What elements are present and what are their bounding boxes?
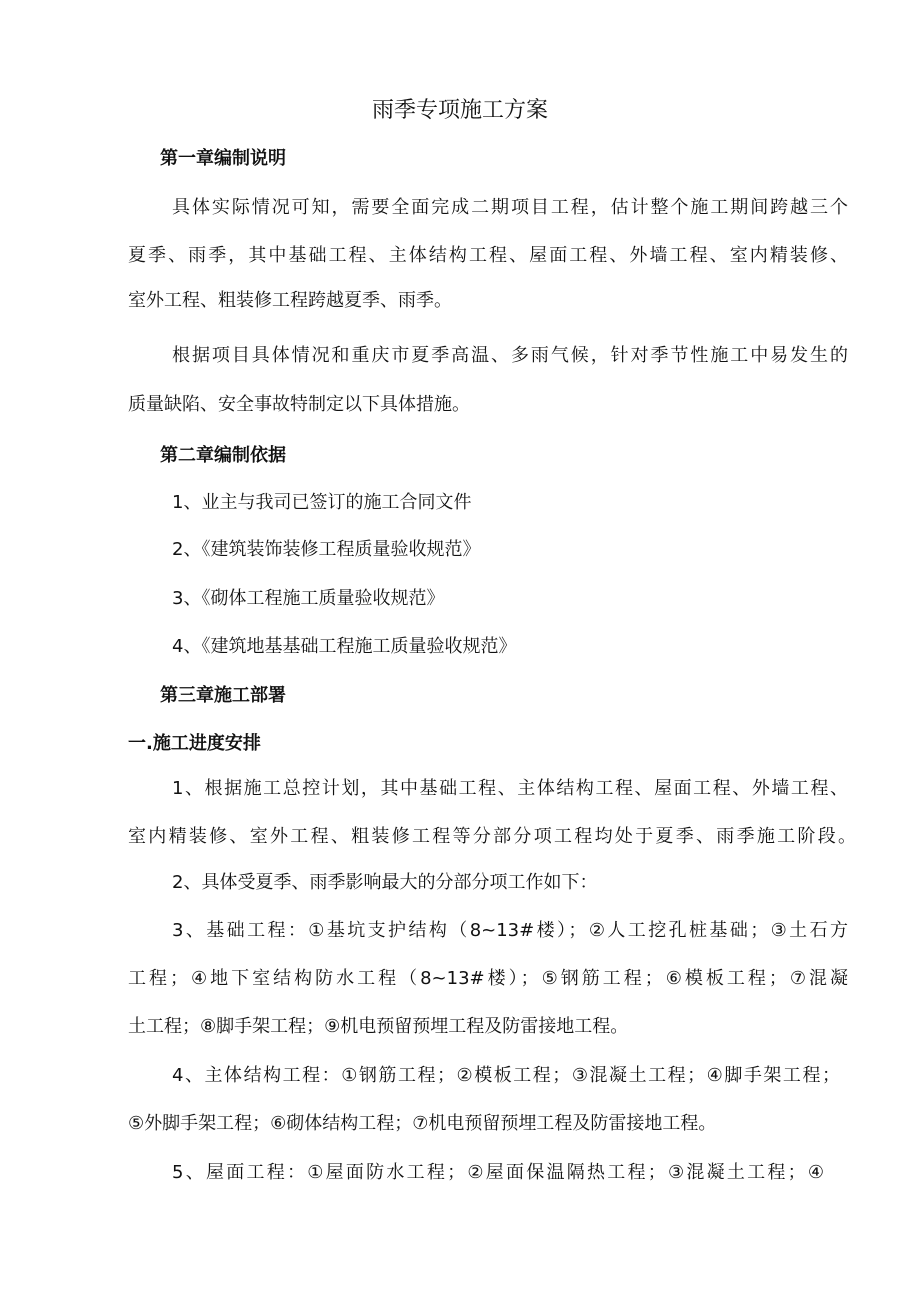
paragraph-line: 1、根据施工总控计划，其中基础工程、主体结构工程、屋面工程、外墙工程、 — [172, 778, 848, 799]
list-item: 2、《建筑装饰装修工程质量验收规范》 — [172, 539, 481, 560]
paragraph-line: 夏季、雨季，其中基础工程、主体结构工程、屋面工程、外墙工程、室内精装修、 — [128, 245, 848, 266]
chapter2-heading: 第二章编制依据 — [160, 445, 286, 466]
section-heading: 一.施工进度安排 — [128, 733, 261, 754]
chapter3-heading: 第三章施工部署 — [160, 685, 286, 706]
list-item: 3、《砌体工程施工质量验收规范》 — [172, 588, 445, 609]
paragraph-line: 质量缺陷、安全事故特制定以下具体措施。 — [128, 394, 470, 415]
paragraph-line: 根据项目具体情况和重庆市夏季高温、多雨气候，针对季节性施工中易发生的 — [172, 345, 848, 366]
chapter1-heading: 第一章编制说明 — [160, 148, 286, 169]
paragraph-line: 2、具体受夏季、雨季影响最大的分部分项工作如下： — [172, 872, 598, 893]
paragraph-line: 室外工程、粗装修工程跨越夏季、雨季。 — [128, 290, 452, 311]
document-title: 雨季专项施工方案 — [371, 98, 548, 123]
paragraph-line: 3、基础工程：①基坑支护结构（8~13#楼）；②人工挖孔桩基础；③土石方 — [172, 920, 848, 941]
paragraph-line: 土工程；⑧脚手架工程；⑨机电预留预埋工程及防雷接地工程。 — [128, 1016, 629, 1037]
paragraph-line: 4、主体结构工程：①钢筋工程；②模板工程；③混凝土工程；④脚手架工程； — [172, 1065, 840, 1086]
paragraph-line: 5、屋面工程：①屋面防水工程；②屋面保温隔热工程；③混凝土工程；④ — [172, 1162, 824, 1183]
paragraph-line: 室内精装修、室外工程、粗装修工程等分部分项工程均处于夏季、雨季施工阶段。 — [128, 826, 856, 847]
paragraph-line: 工程；④地下室结构防水工程（8~13#楼）；⑤钢筋工程；⑥模板工程；⑦混凝 — [128, 968, 848, 989]
paragraph-line: 具体实际情况可知，需要全面完成二期项目工程，估计整个施工期间跨越三个 — [172, 197, 848, 218]
list-item: 1、业主与我司已签订的施工合同文件 — [172, 492, 472, 513]
list-item: 4、《建筑地基基础工程施工质量验收规范》 — [172, 636, 517, 657]
paragraph-line: ⑤外脚手架工程；⑥砌体结构工程；⑦机电预留预埋工程及防雷接地工程。 — [128, 1113, 717, 1134]
